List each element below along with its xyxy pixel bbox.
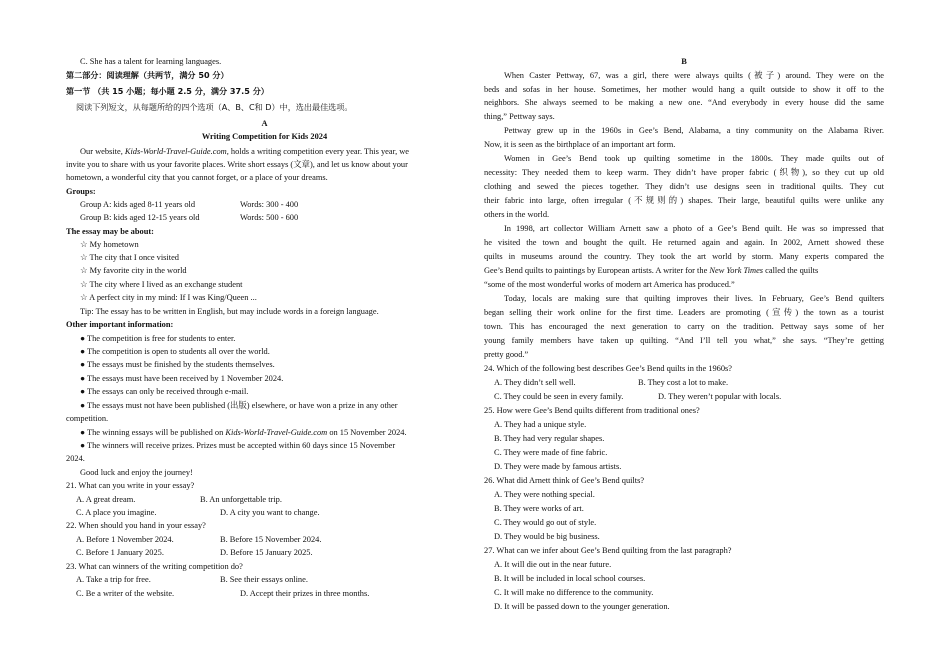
info-item: ● The competition is free for students to enter. xyxy=(80,334,236,343)
q21-option-a: A. A great dream. xyxy=(76,495,136,504)
para5-line: young family members have taken up quilting. “And I’ll tell you what,” she says. “They’re getting xyxy=(484,336,884,345)
q24-option-c: C. They could be seen in every family. xyxy=(494,392,624,401)
website-name: Kids-World-Travel-Guide.com xyxy=(124,147,227,156)
info-item-prizes: ● The winners will receive prizes. Prizes must be accepted within 60 days since 15 November xyxy=(80,441,396,450)
passage-a-title: Writing Competition for Kids 2024 xyxy=(201,132,328,141)
info-item: ● The competition is open to students all over the world. xyxy=(80,347,270,356)
group-a: Group A: kids aged 8-11 years old xyxy=(80,200,196,209)
question-24: 24. Which of the following best describes Gee’s Bend quilts in the 1960s? xyxy=(484,364,733,373)
instructions: 阅读下列短文，从每题所给的四个选项（A、B、C和 D）中，选出最佳选项。 xyxy=(76,102,353,112)
q22-option-b: B. Before 15 November 2024. xyxy=(220,535,322,544)
passage-a-intro-line-2: invite you to share with us your favorite places. Write short essays (文章), and let us know about your xyxy=(66,160,408,169)
group-b-words: Words: 500 - 600 xyxy=(240,213,299,222)
essay-topics-heading: The essay may be about: xyxy=(66,227,154,236)
info-item-published-cont: competition. xyxy=(66,414,109,423)
question-26: 26. What did Arnett think of Gee’s Bend quilts? xyxy=(484,476,645,485)
topic-item: ☆ My hometown xyxy=(80,240,139,249)
q27-option-d: D. It will be passed down to the younger generation. xyxy=(494,602,670,611)
info-item-winning-essays: ● The winning essays will be published on Kids-World-Travel-Guide.com on 15 November 2024. xyxy=(80,428,407,437)
q25-option-c: C. They were made of fine fabric. xyxy=(494,448,608,457)
group-b: Group B: kids aged 12-15 years old xyxy=(80,213,200,222)
para1-line: beds and sofas in her house. Sometimes, her mother would hang a quilt outside to show it off to the xyxy=(484,85,884,94)
part-two-heading: 第二部分：阅读理解（共两节，满分 50 分） xyxy=(66,70,229,80)
q22-option-a: A. Before 1 November 2024. xyxy=(76,535,174,544)
q21-option-b: B. An unforgettable trip. xyxy=(200,495,282,504)
q27-option-c: C. It will make no difference to the community. xyxy=(494,588,654,597)
other-info-heading: Other important information: xyxy=(66,320,174,329)
para5-line: Today, locals are making sure that quilting improves their lives. In February, Gee’s Bend quilters xyxy=(504,294,884,303)
q23-option-b: B. See their essays online. xyxy=(220,575,308,584)
q24-option-b: B. They cost a lot to make. xyxy=(638,378,729,387)
q24-option-a: A. They didn’t sell well. xyxy=(494,378,576,387)
topic-item: ☆ The city that I once visited xyxy=(80,253,179,262)
q22-option-c: C. Before 1 January 2025. xyxy=(76,548,164,557)
newspaper-name: New York Times xyxy=(709,266,764,275)
question-23: 23. What can winners of the writing competition do? xyxy=(66,562,243,571)
essay-tip: Tip: The essay has to be written in English, but may include words in a foreign language. xyxy=(80,307,379,316)
q22-option-d: D. Before 15 January 2025. xyxy=(220,548,313,557)
passage-a-letter: A xyxy=(261,119,268,128)
para5-line: town. This has encouraged the next generation to carry on the tradition. Pettway says some of her xyxy=(484,322,884,331)
q26-option-c: C. They would go out of style. xyxy=(494,518,597,527)
q21-option-c: C. A place you imagine. xyxy=(76,508,157,517)
info-item: ● The essays must be finished by the students themselves. xyxy=(80,360,275,369)
para4-line: Gee’s Bend quilts to paintings by European artists. A writer for the New York Times called the quilts xyxy=(484,266,819,275)
topic-item: ☆ The city where I lived as an exchange student xyxy=(80,280,243,289)
section-one-heading: 第一节 （共 15 小题；每小题 2.5 分，满分 37.5 分） xyxy=(66,86,269,96)
para4-line: “some of the most wonderful works of modern art America has produced.” xyxy=(484,280,735,289)
info-item: ● The essays can only be received through e-mail. xyxy=(80,387,249,396)
q27-option-b: B. It will be included in local school courses. xyxy=(494,574,646,583)
info-item: ● The essays must have been received by 1 November 2024. xyxy=(80,374,284,383)
group-a-words: Words: 300 - 400 xyxy=(240,200,299,209)
para1-line: neighbors. She always seemed to be making a new one. “And everybody in every house did the same xyxy=(484,98,884,107)
passage-a-intro-line-1: Our website, Kids-World-Travel-Guide.com, holds a writing competition every year. This year, we xyxy=(80,147,410,156)
para3-line: necessity: They needed them to keep warm. They didn’t have proper fabric (织物), so they cut up old xyxy=(484,168,884,177)
para1-line: When Caster Pettway, 67, was a girl, there were always quilts (被子) around. They were on the xyxy=(504,71,884,80)
info-item-published: ● The essays must not have been published (出版) elsewhere, or have won a prize in any other xyxy=(80,401,398,410)
groups-heading: Groups: xyxy=(66,187,96,196)
q25-option-d: D. They were made by famous artists. xyxy=(494,462,622,471)
q27-option-a: A. It will die out in the near future. xyxy=(494,560,612,569)
q25-option-a: A. They had a unique style. xyxy=(494,420,587,429)
q23-option-a: A. Take a trip for free. xyxy=(76,575,151,584)
info-item-prizes-cont: 2024. xyxy=(66,454,85,463)
good-luck-line: Good luck and enjoy the journey! xyxy=(80,468,193,477)
para1-line: thing,” Pettway says. xyxy=(484,112,555,121)
question-27: 27. What can we infer about Gee’s Bend quilting from the last paragraph? xyxy=(484,546,732,555)
topic-item: ☆ A perfect city in my mind: If I was King/Queen ... xyxy=(80,293,257,302)
q26-option-a: A. They were nothing special. xyxy=(494,490,595,499)
para3-line: clothing and sewed the pieces together. They didn’t use designs seen in traditional quilts. They cut xyxy=(484,182,884,191)
para2-line: Pettway grew up in the 1960s in Gee’s Bend, Alabama, a tiny community on the Alabama River. xyxy=(504,126,884,135)
topic-item: ☆ My favorite city in the world xyxy=(80,266,187,275)
q23-option-d: D. Accept their prizes in three months. xyxy=(240,589,370,598)
para5-line: began selling their work online for the first time. Leaders are promoting (宣传) the town as a tourist xyxy=(484,308,884,317)
question-25: 25. How were Gee’s Bend quilts different from traditional ones? xyxy=(484,406,700,415)
question-22: 22. When should you hand in your essay? xyxy=(66,521,206,530)
para2-line: Now, it is seen as the birthplace of an important art form. xyxy=(484,140,676,149)
para5-line: pretty good.” xyxy=(484,350,529,359)
passage-a-intro-line-3: hometown, a wonderful city that you cannot forget, or a place of your dreams. xyxy=(66,173,328,182)
q26-option-b: B. They were works of art. xyxy=(494,504,584,513)
q24-option-d: D. They weren’t popular with locals. xyxy=(658,392,782,401)
para3-line: Women in Gee’s Bend took up quilting sometime in the 1800s. They made quilts out of xyxy=(504,154,884,163)
q23-option-c: C. Be a writer of the website. xyxy=(76,589,175,598)
para3-line: their fabric into large, often irregular (不规则的) shapes. Their large, beautiful quilts were unlike any xyxy=(484,196,884,205)
question-21: 21. What can you write in your essay? xyxy=(66,481,195,490)
passage-b-letter: B xyxy=(681,57,687,66)
para4-line: he visited the town and bought the quilt. He returned again and again. In 2002, Arnett showed these xyxy=(484,238,884,247)
para3-line: others in the world. xyxy=(484,210,550,219)
q20-option-c: C. She has a talent for learning languages. xyxy=(80,57,222,66)
q21-option-d: D. A city you want to change. xyxy=(220,508,320,517)
para4-line: quilts in museums around the country. They took the art world by storm. Many experts compared the xyxy=(484,252,884,261)
q26-option-d: D. They would be big business. xyxy=(494,532,600,541)
para4-line: In 1998, art collector William Arnett saw a photo of a Gee’s Bend quilt. He was so impressed that xyxy=(504,224,884,233)
q25-option-b: B. They had very regular shapes. xyxy=(494,434,605,443)
